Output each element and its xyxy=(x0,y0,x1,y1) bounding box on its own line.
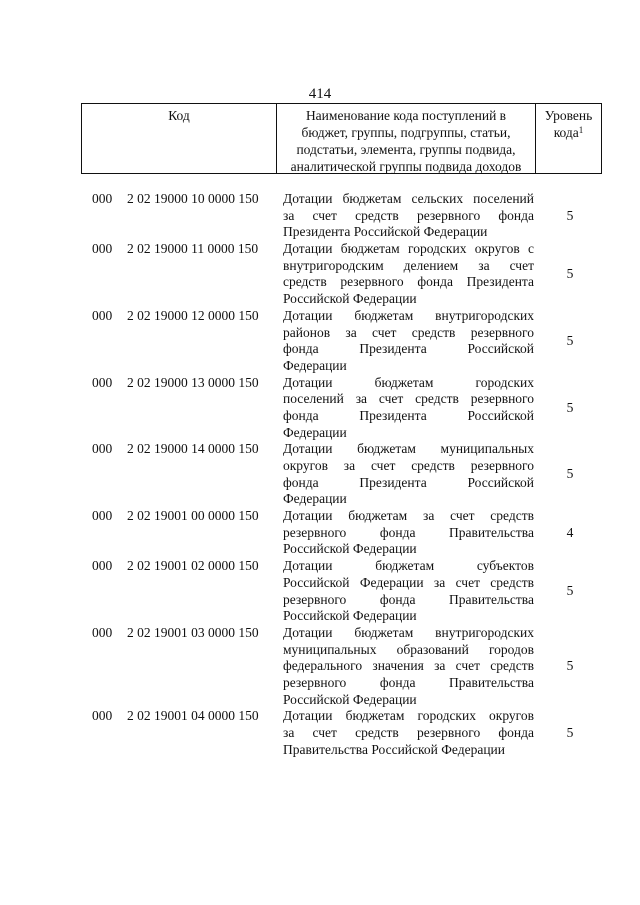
row-name-line: Дотации бюджетам городских xyxy=(283,374,534,390)
row-name xyxy=(283,508,534,558)
row-name-line: Федерации xyxy=(283,357,347,373)
row-name-line: фонда Президента Российской xyxy=(283,407,534,423)
footnote-marker: 1 xyxy=(578,125,584,135)
row-name xyxy=(283,308,534,375)
table-row xyxy=(0,625,640,708)
row-code: 2 02 19000 14 0000 150 xyxy=(127,441,259,457)
row-name-line: резервного фонда Правительства xyxy=(283,524,534,540)
table-body xyxy=(0,191,640,758)
table-row xyxy=(0,241,640,308)
table-row xyxy=(0,191,640,241)
row-name-line: внутригородским делением за счет xyxy=(283,257,534,273)
row-prefix: 000 xyxy=(92,374,113,390)
row-code: 2 02 19001 02 0000 150 xyxy=(127,558,259,574)
header-code: Код xyxy=(82,104,277,173)
row-name xyxy=(283,241,534,308)
row-name-line: Президента Российской Федерации xyxy=(283,224,488,240)
row-name-line: Дотации бюджетам сельских поселений xyxy=(283,191,534,206)
row-code: 2 02 19000 12 0000 150 xyxy=(127,307,259,323)
row-prefix: 000 xyxy=(92,558,113,574)
row-name-line: резервного фонда Правительства xyxy=(283,591,534,607)
row-name xyxy=(283,558,534,625)
row-level: 5 xyxy=(566,725,574,740)
row-name-line: Дотации бюджетам городских округов xyxy=(283,708,534,724)
row-level: 5 xyxy=(566,583,574,599)
row-prefix: 000 xyxy=(92,441,113,457)
row-code: 2 02 19001 03 0000 150 xyxy=(127,624,259,640)
row-name-line: средств резервного фонда Президента xyxy=(283,274,534,290)
row-code: 2 02 19000 10 0000 150 xyxy=(127,191,259,206)
row-name-line: Российской Федерации xyxy=(283,541,417,557)
row-name xyxy=(283,625,534,708)
row-name xyxy=(283,375,534,442)
row-code: 2 02 19001 00 0000 150 xyxy=(127,508,259,524)
row-name-line: муниципальных образований городов xyxy=(283,641,534,657)
row-prefix: 000 xyxy=(92,508,113,524)
table-row xyxy=(0,441,640,508)
row-name-line: Российской Федерации xyxy=(283,291,417,307)
row-prefix: 000 xyxy=(92,708,113,724)
table-row xyxy=(0,508,640,558)
header-name-line: подстатьи, элемента, группы подвида, xyxy=(296,142,516,157)
row-name-line: Дотации бюджетам муниципальных xyxy=(283,441,534,457)
row-prefix: 000 xyxy=(92,624,113,640)
row-name-line: Дотации бюджетам внутригородских xyxy=(283,624,534,640)
page-number: 414 xyxy=(308,86,332,102)
header-level-line: Уровень xyxy=(544,108,593,123)
row-name-line: за счет средств резервного фонда xyxy=(283,725,534,740)
row-code: 2 02 19000 13 0000 150 xyxy=(127,374,259,390)
row-prefix: 000 xyxy=(92,191,113,206)
row-name-line: резервного фонда Правительства xyxy=(283,674,534,690)
row-level: 5 xyxy=(566,399,574,415)
header-name-line: бюджет, группы, подгруппы, статьи, xyxy=(301,125,511,140)
row-prefix: 000 xyxy=(92,307,113,323)
row-name-line: Российской Федерации за счет средств xyxy=(283,574,534,590)
row-name-line: Правительства Российской Федерации xyxy=(283,741,505,757)
row-code: 2 02 19000 11 0000 150 xyxy=(127,241,259,257)
row-prefix: 000 xyxy=(92,241,113,257)
row-level: 4 xyxy=(566,524,574,540)
row-level: 5 xyxy=(566,658,574,674)
row-name-line: Федерации xyxy=(283,491,347,507)
row-name-line: фонда Президента Российской xyxy=(283,341,534,357)
row-name-line: фонда Президента Российской xyxy=(283,474,534,490)
header-level xyxy=(536,104,601,173)
row-name-line: районов за счет средств резервного xyxy=(283,324,534,340)
table-row xyxy=(0,375,640,442)
header-level-line xyxy=(536,124,601,141)
row-level: 5 xyxy=(566,332,574,348)
row-level: 5 xyxy=(566,207,574,223)
row-name xyxy=(283,441,534,508)
row-name-line: Российской Федерации xyxy=(283,691,417,707)
header-name-line: аналитической группы подвида доходов xyxy=(290,159,522,174)
row-name-line: Российской Федерации xyxy=(283,608,417,624)
row-name-line: Дотации бюджетам внутригородских xyxy=(283,307,534,323)
row-name-line: за счет средств резервного фонда xyxy=(283,207,534,223)
header-name xyxy=(277,104,536,173)
row-name xyxy=(283,191,534,241)
row-name-line: Дотации бюджетам городских округов с xyxy=(283,241,534,257)
row-name-line: Федерации xyxy=(283,424,347,440)
row-code: 2 02 19001 04 0000 150 xyxy=(127,708,259,724)
row-name-line: поселений за счет средств резервного xyxy=(283,391,534,407)
row-level: 5 xyxy=(566,466,574,482)
row-name-line: Дотации бюджетам за счет средств xyxy=(283,508,534,524)
table-row xyxy=(0,558,640,625)
header-level-text: кода xyxy=(553,125,579,140)
table-row xyxy=(0,308,640,375)
header-name-line: Наименование кода поступлений в xyxy=(305,108,507,123)
row-name xyxy=(283,708,534,758)
row-level: 5 xyxy=(566,266,574,282)
row-name-line: округов за счет средств резервного xyxy=(283,458,534,473)
table-row xyxy=(0,708,640,758)
row-name-line: Дотации бюджетам субъектов xyxy=(283,558,534,574)
table-header xyxy=(81,103,602,174)
row-name-line: федерального значения за счет средств xyxy=(283,658,534,674)
